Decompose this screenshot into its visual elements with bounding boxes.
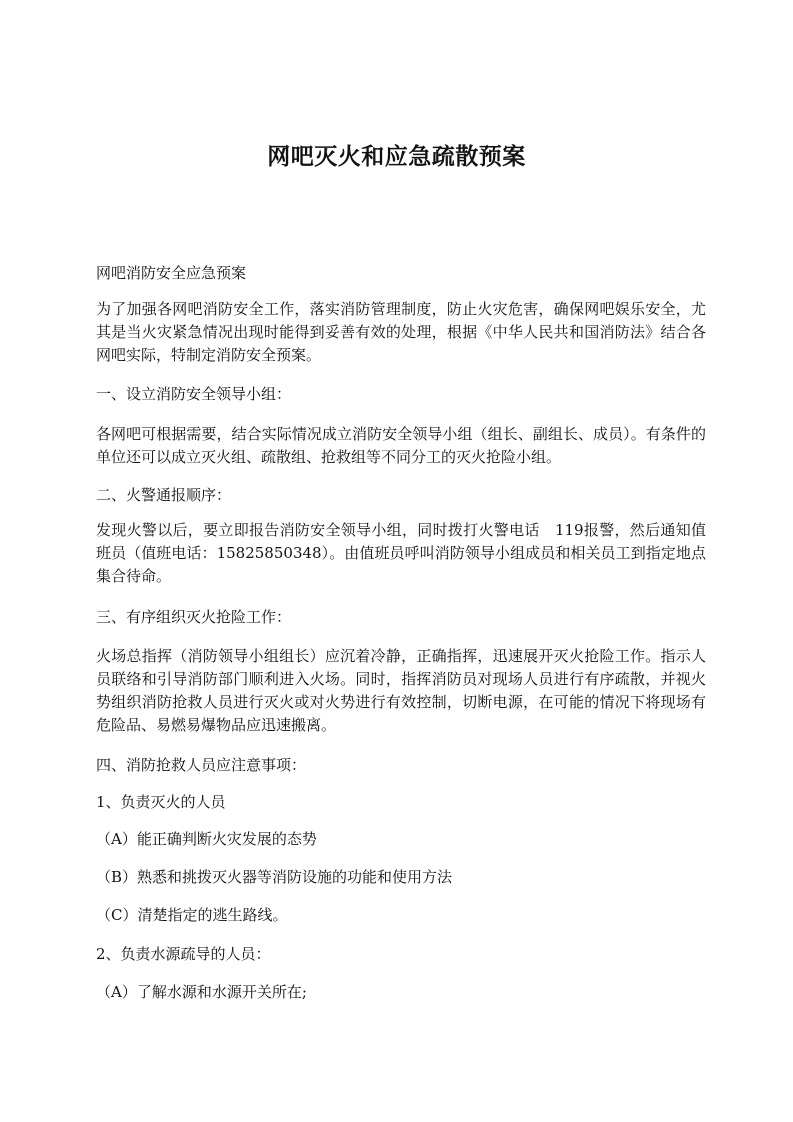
document-subtitle: 网吧消防安全应急预案 [96,264,247,282]
document-title: 网吧灭火和应急疏散预案 [267,144,526,170]
item-1-b: （B）熟悉和挑拨灭火器等消防设施的功能和使用方法 [96,868,453,886]
section-3-paragraph: 火场总指挥（消防领导小组组长）应沉着冷静，正确指挥，迅速展开灭火抢险工作。指示人员联络和引导消防部门顺利进入火场。同时，指挥消防员对现场人员进行有序疏散，并视火势组织消防抢救人员进行灭火或对火势进行有效控制，切断电源，在可能的情况下将现场有危险品、易燃易爆物品应迅速搬离。 [96,647,706,734]
item-1-heading: 1、负责灭火的人员 [96,793,226,811]
section-3-heading: 三、有序组织灭火抢险工作： [96,608,292,626]
section-1-paragraph: 各网吧可根据需要，结合实际情况成立消防安全领导小组（组长、副组长、成员）。有条件的单位还可以成立灭火组、疏散组、抢救组等不同分工的灭火抢险小组。 [96,425,706,466]
intro-paragraph: 为了加强各网吧消防安全工作，落实消防管理制度，防止火灾危害，确保网吧娱乐安全，尤其是当火灾紧急情况出现时能得到妥善有效的处理，根据《中华人民共和国消防法》结合各网吧实际，特制定消防安全预案。 [96,300,706,364]
section-2-heading: 二、火警通报顺序： [96,486,232,504]
item-2-heading: 2、负责水源疏导的人员： [96,945,271,963]
item-2-a: （A）了解水源和水源开关所在; [96,983,307,1001]
item-1-c: （C）清楚指定的逃生路线。 [96,906,288,924]
section-2-paragraph: 发现火警以后，要立即报告消防安全领导小组，同时拨打火警电话 119报警，然后通知值班员（值班电话：15825850348）。由值班员呼叫消防领导小组成员和相关员工到指定地点集合待命。 [96,521,706,585]
section-4-heading: 四、消防抢救人员应注意事项： [96,756,307,774]
section-1-heading: 一、设立消防安全领导小组： [96,385,292,403]
item-1-a: （A）能正确判断火灾发展的态势 [96,830,317,848]
